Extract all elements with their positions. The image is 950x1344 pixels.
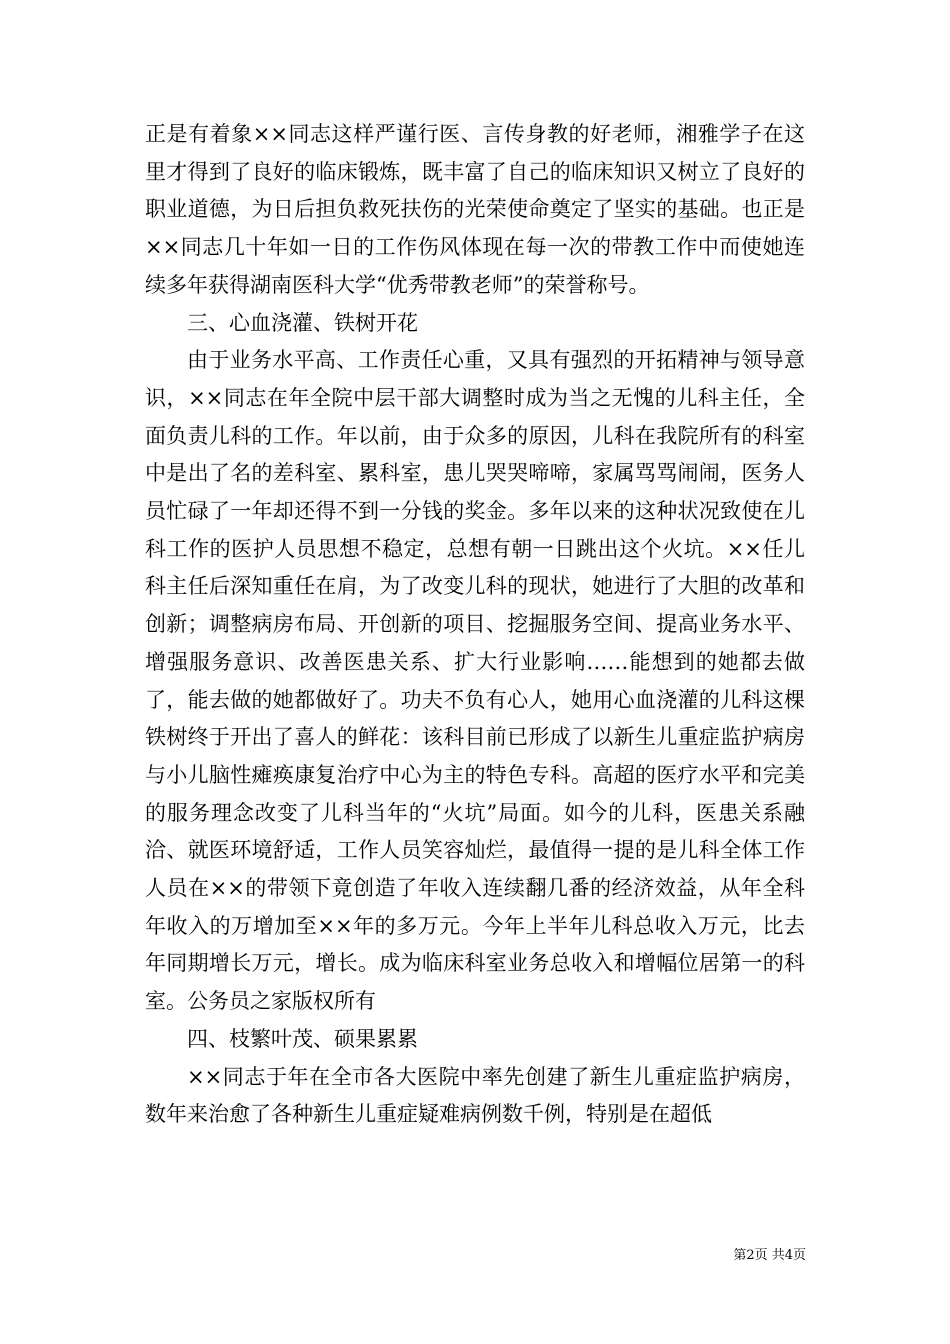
document-body bbox=[145, 116, 805, 1134]
section-heading-four: 四、枝繁叶茂、硕果累累 bbox=[187, 1026, 418, 1051]
section-heading-three: 三、心血浇灌、铁树开花 bbox=[187, 310, 418, 335]
paragraph-section-four: ××同志于年在全市各大医院中率先创建了新生儿重症监护病房，数年来治愈了各种新生儿重症疑难病例数千例，特别是在超低 bbox=[145, 1064, 805, 1127]
page-number-footer: 第2页 共4页 bbox=[733, 1248, 806, 1263]
paragraph-section-three: 由于业务水平高、工作责任心重，又具有强烈的开拓精神与领导意识，××同志在年全院中层干部大调整时成为当之无愧的儿科主任，全面负责儿科的工作。年以前，由于众多的原因，儿科在我院所有的科室中是出了名的差科室、累科室，患儿哭哭啼啼，家属骂骂闹闹，医务人员忙碌了一年却还得不到一分钱的奖金。多年以来的这种状况致使在儿科工作的医护人员思想不稳定，总想有朝一日跳出这个火坑。××任儿科主任后深知重任在肩，为了改变儿科的现状，她进行了大胆的改革和创新；调整病房布局、开创新的项目、挖掘服务空间、提高业务水平、增强服务意识、改善医患关系、扩大行业影响……能想到的她都去做了，能去做的她都做好了。功夫不负有心人，她用心血浇灌的儿科这棵铁树终于开出了喜人的鲜花：该科目前已形成了以新生儿重症监护病房与小儿脑性瘫痪康复治疗中心为主的特色专科。高超的医疗水平和完美的服务理念改变了儿科当年的“火坑”局面。如今的儿科，医患关系融洽、就医环境舒适，工作人员笑容灿烂，最值得一提的是儿科全体工作人员在××的带领下竟创造了年收入连续翻几番的经济效益，从年全科年收入的万增加至××年的多万元。今年上半年儿科总收入万元，比去年同期增长万元，增长。成为临床科室业务总收入和增幅位居第一的科室。公务员之家版权所有 bbox=[145, 348, 805, 1014]
paragraph-continuation: 正是有着象××同志这样严谨行医、言传身教的好老师，湘雅学子在这里才得到了良好的临床锻炼，既丰富了自己的临床知识又树立了良好的职业道德，为日后担负救死扶伤的光荣使命奠定了坚实的基础。也正是××同志几十年如一日的工作伤风体现在每一次的带教工作中而使她连续多年获得湖南医科大学“优秀带教老师”的荣誉称号。 bbox=[145, 122, 805, 297]
